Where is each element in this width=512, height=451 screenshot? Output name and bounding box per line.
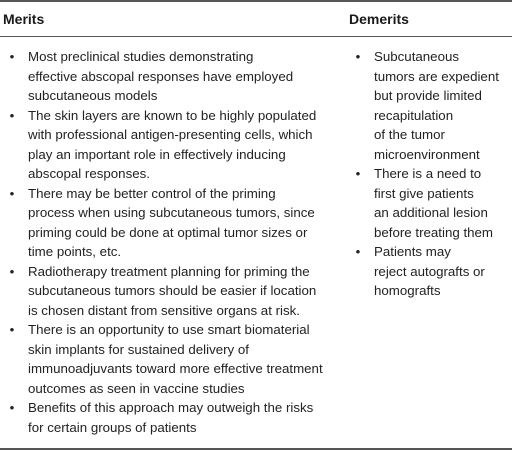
demerits-item-3-line: homografts [374,283,441,298]
merits-item-3-line: There may be better control of the priming [28,185,276,201]
merits-item-5-line: outcomes as seen in vaccine studies [28,380,245,396]
merits-item-1-line: effective abscopal responses have employed [28,68,294,84]
demerits-item-2-line: an additional lesion [374,205,488,220]
demerits-item-2-line: There is a need to [374,166,482,181]
table-bottom-rule [0,448,512,450]
merits-list [3,47,328,437]
header-divider-rule [0,36,512,37]
bullet-marker: • [355,244,361,259]
merits-item-5-line: skin implants for sustained delivery of [28,341,249,357]
merits-item-1-line: subcutaneous models [28,88,158,103]
merits-item-2 [3,106,328,184]
merits-item-2-line: with professional antigen-presenting cells, which [28,127,313,142]
demerits-item-2 [349,164,512,242]
demerits-item-1 [349,47,512,164]
merits-item-2-line: The skin layers are known to be highly populated [28,107,317,123]
merits-item-4 [3,262,328,321]
merits-item-1-line: Most preclinical studies demonstrating [28,49,254,64]
demerits-item-3 [349,242,512,301]
demerits-list [349,47,512,301]
merits-item-2-line: abscopal responses. [28,166,150,181]
merits-item-4-line: Radiotherapy treatment planning for priming the [28,263,310,279]
bullet-marker: • [355,166,361,181]
merits-item-3 [3,184,328,262]
merits-item-5 [3,320,328,398]
demerits-item-1-line: tumors are expedient [374,68,499,84]
merits-item-4-line: subcutaneous tumors should be easier if location [28,283,317,298]
demerits-item-1-line: recapitulation [374,107,454,123]
bullet-marker: • [9,107,15,123]
merits-item-6-line: Benefits of this approach may outweigh the risks [28,400,314,415]
merits-item-5-line: immunoadjuvants toward more effective treatment [28,361,323,376]
merits-item-3-line: priming could be done at optimal tumor sizes or [28,224,308,240]
merits-item-3-line: time points, etc. [28,244,122,259]
merits-item-5-line: There is an opportunity to use smart biomaterial [28,322,310,337]
merits-item-4-line: is chosen distant from sensitive organs at risk. [28,302,300,318]
demerits-item-1-line: but provide limited [374,88,482,103]
bullet-marker: • [9,263,15,279]
merits-item-3-line: process when using subcutaneous tumors, since [28,205,315,220]
bullet-marker: • [355,49,361,64]
merits-item-1 [3,47,328,106]
demerits-header: Demerits [349,11,409,27]
merits-header: Merits [3,11,45,27]
bullet-marker: • [9,400,15,415]
bullet-marker: • [9,322,15,337]
table-top-rule [0,0,512,2]
bullet-marker: • [9,49,15,64]
demerits-item-2-line: before treating them [374,224,494,240]
demerits-item-1-line: Subcutaneous [374,49,460,64]
merits-item-6 [3,398,328,437]
merits-item-6-line: for certain groups of patients [28,419,197,435]
demerits-item-3-line: Patients may [374,244,451,259]
merits-item-2-line: play an important role in effectively inducing [28,146,286,162]
demerits-item-3-line: reject autografts or [374,263,485,279]
demerits-item-2-line: first give patients [374,185,474,201]
demerits-item-1-line: of the tumor [374,127,445,142]
demerits-item-1-line: microenvironment [374,146,480,162]
bullet-marker: • [9,185,15,201]
